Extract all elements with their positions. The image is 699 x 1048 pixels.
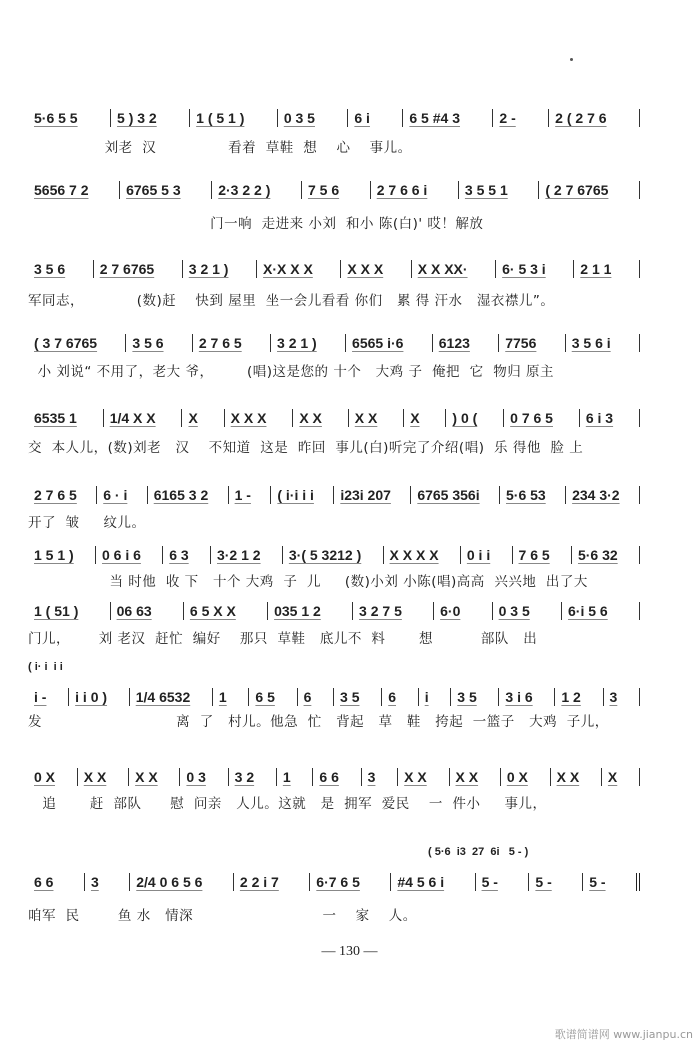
lyrics-line: 咱军 民 鱼 水 情深 一 家 人。	[28, 908, 417, 924]
measure: 5·6 32	[572, 546, 640, 564]
notation-line	[28, 872, 640, 892]
measure: X X	[349, 409, 404, 427]
measure: 5 -	[583, 873, 640, 891]
measure: 2 7 6 6 i	[371, 181, 459, 199]
measure: 6 · i	[97, 486, 148, 504]
score-system	[28, 333, 640, 380]
measure: 6565 i·6	[346, 334, 433, 352]
measure: 3 5	[334, 688, 382, 706]
measure: X X	[398, 768, 449, 786]
measure: 2 7 6 5	[193, 334, 271, 352]
score-system	[28, 545, 640, 590]
measure: ( i·i i i	[271, 486, 334, 504]
measure: 5 -	[476, 873, 530, 891]
lyrics-line: 小 刘说“ 不用了，老大 爷， (唱)这是您的 十个 大鸡 子 俺把 它 物归 原主	[28, 364, 555, 380]
measure: 234 3·2	[566, 486, 640, 504]
measure: 3 5 6 i	[566, 334, 640, 352]
notation-line	[28, 545, 640, 565]
measure: 3	[85, 873, 130, 891]
measure: 6765 356i	[411, 486, 500, 504]
measure: 3 5 6	[28, 260, 94, 278]
measure: 6 5 X X	[184, 602, 268, 620]
measure: 0 X	[501, 768, 551, 786]
measure: 6 6	[28, 873, 85, 891]
measure: X	[404, 409, 446, 427]
upper-notation: ( 5·6 i3 27 6i 5 - )	[428, 846, 529, 858]
measure: 2 1 1	[574, 260, 640, 278]
score-system	[28, 767, 640, 812]
measure: 6 i	[348, 109, 403, 127]
notation-line	[28, 108, 640, 128]
measure: 3 5 5 1	[459, 181, 539, 199]
notation-line	[28, 601, 640, 621]
measure: 2·3 2 2 )	[212, 181, 302, 199]
measure: i23i 207	[334, 486, 411, 504]
measure: X X	[450, 768, 501, 786]
lyrics-line: 发 离 了 村儿。他急 忙 背起 草 鞋 挎起 一篮子 大鸡 子儿，	[28, 714, 609, 730]
measure: #4 5 6 i	[391, 873, 475, 891]
measure: 5 -	[529, 873, 583, 891]
measure: 6	[298, 688, 334, 706]
notation-line	[28, 767, 640, 787]
measure: X·X X X	[257, 260, 341, 278]
lyrics-line: 开了 皱 纹儿。	[28, 515, 146, 531]
notation-line	[28, 333, 640, 353]
measure: 0 6 i 6	[96, 546, 163, 564]
measure: 1 -	[229, 486, 272, 504]
measure: 6 6	[313, 768, 361, 786]
notation-line	[28, 485, 640, 505]
score-system	[28, 601, 640, 647]
measure: 3 5	[451, 688, 499, 706]
measure: 5656 7 2	[28, 181, 120, 199]
measure: 3	[604, 688, 640, 706]
measure: 0 3 5	[493, 602, 562, 620]
measure: 3 i 6	[499, 688, 555, 706]
measure: 5 ) 3 2	[111, 109, 190, 127]
measure: 6535 1	[28, 409, 104, 427]
measure: ( 2 7 6765	[539, 181, 640, 199]
measure: X	[602, 768, 640, 786]
measure: 6·0	[434, 602, 492, 620]
measure: 6·7 6 5	[310, 873, 391, 891]
score-system	[28, 259, 640, 309]
measure: i -	[28, 688, 69, 706]
score-system	[28, 180, 640, 232]
measure: 6 5	[249, 688, 297, 706]
notation-line	[28, 687, 640, 707]
notation-line	[28, 259, 640, 279]
measure: 7 5 6	[302, 181, 371, 199]
measure: 3 2 1 )	[271, 334, 346, 352]
measure: 6 3	[163, 546, 211, 564]
measure: 3	[362, 768, 399, 786]
lyrics-line: 门儿， 刘 老汉 赶忙 编好 那只 草鞋 底儿不 料 想 部队 出	[28, 631, 538, 647]
measure: 6 i 3	[580, 409, 640, 427]
measure: 6123	[433, 334, 499, 352]
measure: 3 2	[229, 768, 277, 786]
measure: 0 7 6 5	[504, 409, 580, 427]
measure: 5·6 5 5	[28, 109, 111, 127]
notation-line	[28, 180, 640, 200]
measure: 6 5 #4 3	[403, 109, 493, 127]
measure: 2 2 i 7	[234, 873, 310, 891]
measure: X X	[78, 768, 129, 786]
measure: X X	[129, 768, 180, 786]
score-system	[28, 108, 640, 156]
measure: 6765 5 3	[120, 181, 212, 199]
measure: 2/4 0 6 5 6	[130, 873, 234, 891]
measure: ( 3 7 6765	[28, 334, 126, 352]
measure: X X	[293, 409, 348, 427]
lyrics-line: 军同志， (数)赶 快到 屋里 坐一会儿看看 你们 累 得 汗水 湿衣襟儿”。	[28, 293, 555, 309]
lyrics-line: 追 赶 部队 慰 问亲 人儿。这就 是 拥军 爱民 一 件小 事儿，	[28, 796, 547, 812]
measure: 0 X	[28, 768, 78, 786]
measure: 6	[382, 688, 418, 706]
lyrics-line: 刘老 汉 看着 草鞋 想 心 事儿。	[28, 140, 412, 156]
page-number: — 130 —	[321, 944, 378, 959]
measure: 3 2 1 )	[183, 260, 257, 278]
measure: X	[182, 409, 224, 427]
measure: 5·6 53	[500, 486, 566, 504]
measure: i	[419, 688, 452, 706]
measure: 7 6 5	[513, 546, 572, 564]
measure: 1	[277, 768, 314, 786]
measure: 1 ( 51 )	[28, 602, 111, 620]
measure: 3·( 5 3212 )	[283, 546, 384, 564]
measure: 1 5 1 )	[28, 546, 96, 564]
score-system	[28, 408, 640, 456]
measure: 3 5 6	[126, 334, 192, 352]
measure: 2 7 6 5	[28, 486, 97, 504]
measure: 06 63	[111, 602, 184, 620]
measure: X X X	[225, 409, 294, 427]
measure: 1 ( 5 1 )	[190, 109, 278, 127]
score-system	[28, 846, 640, 924]
lyrics-line: 门一响 走进来 小刘 和小 陈(白)' 哎！解放	[28, 216, 484, 232]
measure: 6· 5 3 i	[496, 260, 574, 278]
measure: X X X X	[384, 546, 461, 564]
measure: 1/4 6532	[130, 688, 213, 706]
measure: 7756	[499, 334, 565, 352]
measure: 2 -	[493, 109, 549, 127]
measure: 2 ( 2 7 6	[549, 109, 640, 127]
score-system	[28, 485, 640, 531]
measure: ) 0 (	[446, 409, 504, 427]
lyrics-line: 交 本人儿，(数)刘老 汉 不知道 这是 昨回 事儿(白)听完了介绍(唱) 乐 得他 脸 上	[28, 440, 584, 456]
measure: 2 7 6765	[94, 260, 183, 278]
measure: 6·i 5 6	[562, 602, 640, 620]
measure: X X X	[341, 260, 411, 278]
upper-notation: ( i· i i i	[28, 661, 63, 673]
watermark: 歌谱简谱网 www.jianpu.cn	[554, 1028, 693, 1041]
measure: 1/4 X X	[104, 409, 183, 427]
measure: 3 2 7 5	[353, 602, 434, 620]
measure: 0 i i	[461, 546, 513, 564]
measure: 3·2 1 2	[211, 546, 283, 564]
lyrics-line: 当 时他 收 下 十个 大鸡 子 儿 (数)小刘 小陈(唱)高高 兴兴地 出了大	[28, 574, 588, 590]
notation-line	[28, 408, 640, 428]
measure: X X XX·	[412, 260, 496, 278]
speck	[570, 58, 573, 61]
measure: 1 2	[555, 688, 603, 706]
measure: i i 0 )	[69, 688, 130, 706]
measure: 1	[213, 688, 249, 706]
measure: 0 3	[180, 768, 228, 786]
measure: 0 3 5	[278, 109, 349, 127]
score-system	[28, 661, 640, 730]
measure: 035 1 2	[268, 602, 353, 620]
measure: 6165 3 2	[148, 486, 229, 504]
measure: X X	[551, 768, 602, 786]
